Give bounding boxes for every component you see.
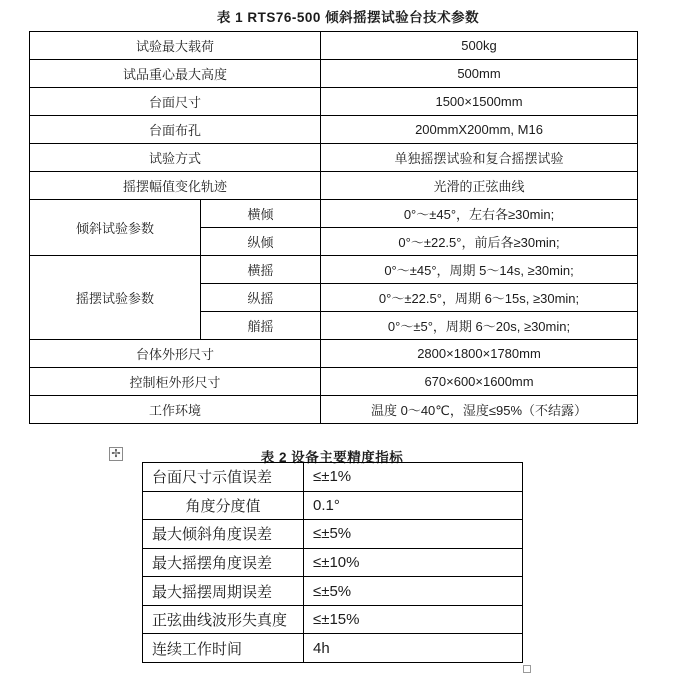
param-sublabel-cell: 纵摇 <box>201 284 321 312</box>
param-value-cell: 2800×1800×1780mm <box>321 340 638 368</box>
param-label-cell: 工作环境 <box>30 396 321 424</box>
param-value-cell: 500kg <box>321 32 638 60</box>
precision-value-cell: 4h <box>304 634 523 663</box>
table-row <box>143 463 523 492</box>
param-value-cell: 200mmX200mm, M16 <box>321 116 638 144</box>
param-label-cell: 摇摆幅值变化轨迹 <box>30 172 321 200</box>
param-sublabel-cell: 横摇 <box>201 256 321 284</box>
param-value-cell: 温度 0～40℃，湿度≤95%（不结露） <box>321 396 638 424</box>
table-row <box>30 256 638 284</box>
param-value-cell: 0°～±22.5°，前后各≥30min; <box>321 228 638 256</box>
table-row <box>30 340 638 368</box>
table-row <box>30 172 638 200</box>
table-row <box>143 491 523 520</box>
table2-resize-handle[interactable] <box>523 665 531 673</box>
move-icon: ✢ <box>111 447 121 460</box>
param-value-cell: 0°～±22.5°，周期 6～15s, ≥30min; <box>321 284 638 312</box>
table-row <box>143 548 523 577</box>
table-row <box>143 520 523 549</box>
param-label-cell: 控制柜外形尺寸 <box>30 368 321 396</box>
param-value-cell: 0°～±45°，周期 5～14s, ≥30min; <box>321 256 638 284</box>
table-row <box>30 144 638 172</box>
precision-label-cell: 台面尺寸示值误差 <box>143 463 304 492</box>
table-row <box>143 605 523 634</box>
table2-precision-indicators <box>142 462 523 663</box>
param-group-cell-tilt: 倾斜试验参数 <box>30 200 201 256</box>
table1-title: 表 1 RTS76-500 倾斜摇摆试验台技术参数 <box>216 10 480 25</box>
param-label-cell: 台体外形尺寸 <box>30 340 321 368</box>
param-sublabel-cell: 艏摇 <box>201 312 321 340</box>
precision-value-cell: ≤±1% <box>304 463 523 492</box>
param-value-cell: 单独摇摆试验和复合摇摆试验 <box>321 144 638 172</box>
precision-label-cell: 正弦曲线波形失真度 <box>143 605 304 634</box>
table-row <box>30 116 638 144</box>
table-row <box>143 577 523 606</box>
table-row <box>30 32 638 60</box>
precision-label-cell: 连续工作时间 <box>143 634 304 663</box>
precision-label-cell: 最大摇摆角度误差 <box>143 548 304 577</box>
param-value-cell: 0°～±45°，左右各≥30min; <box>321 200 638 228</box>
param-group-cell-sway: 摇摆试验参数 <box>30 256 201 340</box>
param-value-cell: 1500×1500mm <box>321 88 638 116</box>
table2-move-handle[interactable] <box>109 447 123 461</box>
param-sublabel-cell: 纵倾 <box>201 228 321 256</box>
precision-value-cell: ≤±5% <box>304 577 523 606</box>
param-value-cell: 500mm <box>321 60 638 88</box>
param-sublabel-cell: 横倾 <box>201 200 321 228</box>
param-label-cell: 台面尺寸 <box>30 88 321 116</box>
precision-label-cell: 最大倾斜角度误差 <box>143 520 304 549</box>
param-label-cell: 试验最大载荷 <box>30 32 321 60</box>
table-row <box>30 368 638 396</box>
param-value-cell: 光滑的正弦曲线 <box>321 172 638 200</box>
table-row <box>143 634 523 663</box>
table1-technical-parameters <box>29 31 638 424</box>
precision-value-cell: ≤±15% <box>304 605 523 634</box>
precision-value-cell: ≤±10% <box>304 548 523 577</box>
param-label-cell: 试验方式 <box>30 144 321 172</box>
table-row <box>30 60 638 88</box>
table2-title: 表 2 设备主要精度指标 <box>260 450 404 465</box>
table-row <box>30 396 638 424</box>
param-value-cell: 670×600×1600mm <box>321 368 638 396</box>
precision-value-cell: 0.1° <box>304 491 523 520</box>
table-row <box>30 200 638 228</box>
param-value-cell: 0°～±5°，周期 6～20s, ≥30min; <box>321 312 638 340</box>
precision-value-cell: ≤±5% <box>304 520 523 549</box>
param-label-cell: 台面布孔 <box>30 116 321 144</box>
param-label-cell: 试品重心最大高度 <box>30 60 321 88</box>
precision-label-cell: 最大摇摆周期误差 <box>143 577 304 606</box>
precision-label-cell: 角度分度值 <box>143 491 304 520</box>
table-row <box>30 88 638 116</box>
